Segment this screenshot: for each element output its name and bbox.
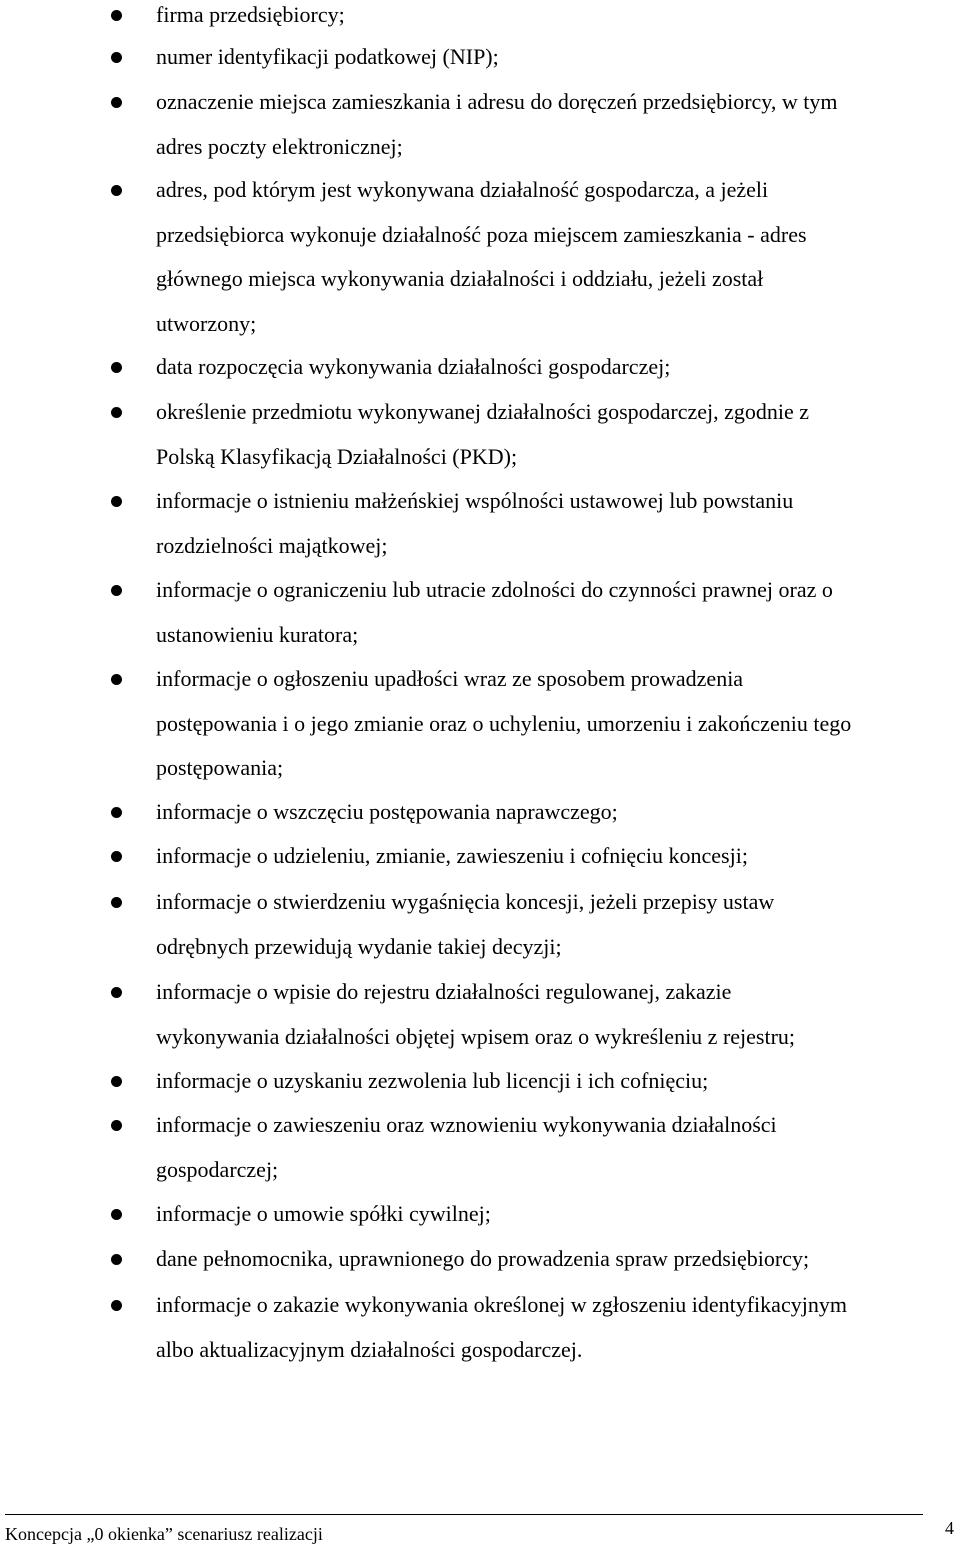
list-item-text-line: informacje o ogłoszeniu upadłości wraz ze sposobem prowadzenia bbox=[156, 666, 744, 691]
list-item-text-line: dane pełnomocnika, uprawnionego do prowadzenia spraw przedsiębiorcy; bbox=[156, 1246, 810, 1271]
list-item-text-line: numer identyfikacji podatkowej (NIP); bbox=[156, 44, 499, 69]
bullet-icon bbox=[111, 407, 122, 418]
bullet-icon bbox=[111, 1076, 122, 1087]
bullet-icon bbox=[111, 1120, 122, 1131]
bullet-icon bbox=[111, 585, 122, 596]
list-item-text-line: adres, pod którym jest wykonywana działalność gospodarcza, a jeżeli bbox=[156, 177, 769, 202]
footer-rule bbox=[5, 1514, 923, 1515]
bullet-icon bbox=[111, 1300, 122, 1311]
bullet-icon bbox=[111, 674, 122, 685]
list-item-text-line: postępowania i o jego zmianie oraz o uchyleniu, umorzeniu i zakończeniu tego bbox=[156, 711, 852, 736]
list-item-text-line: przedsiębiorca wykonuje działalność poza miejscem zamieszkania - adres bbox=[156, 222, 807, 247]
list-item-text-line: ustanowieniu kuratora; bbox=[156, 622, 359, 647]
list-item-text-line: informacje o umowie spółki cywilnej; bbox=[156, 1201, 491, 1226]
list-item-text-line: informacje o wszczęciu postępowania naprawczego; bbox=[156, 799, 618, 824]
list-item-text-line: określenie przedmiotu wykonywanej działalności gospodarczej, zgodnie z bbox=[156, 399, 810, 424]
list-item-text-line: utworzony; bbox=[156, 311, 257, 336]
bullet-icon bbox=[111, 52, 122, 63]
list-item-text-line: informacje o udzieleniu, zmianie, zawieszeniu i cofnięciu koncesji; bbox=[156, 843, 748, 868]
bullet-icon bbox=[111, 185, 122, 196]
list-item-text-line: albo aktualizacyjnym działalności gospodarczej. bbox=[156, 1337, 583, 1362]
footer-title: Koncepcja „0 okienka” scenariusz realizacji bbox=[5, 1524, 323, 1544]
list-item-text-line: informacje o istnieniu małżeńskiej wspólności ustawowej lub powstaniu bbox=[156, 488, 794, 513]
bullet-icon bbox=[111, 851, 122, 862]
page-number: 4 bbox=[945, 1518, 954, 1538]
bullet-icon bbox=[111, 987, 122, 998]
bullet-icon bbox=[111, 496, 122, 507]
list-item-text-line: informacje o wpisie do rejestru działalności regulowanej, zakazie bbox=[156, 979, 732, 1004]
list-item-text-line: informacje o uzyskaniu zezwolenia lub licencji i ich cofnięciu; bbox=[156, 1068, 709, 1093]
list-item-text-line: odrębnych przewidują wydanie takiej decyzji; bbox=[156, 934, 562, 959]
page-footer bbox=[0, 1514, 960, 1547]
bullet-icon bbox=[111, 1209, 122, 1220]
list-item-text-line: adres poczty elektronicznej; bbox=[156, 134, 403, 159]
list-item-text-line: informacje o zakazie wykonywania określonej w zgłoszeniu identyfikacyjnym bbox=[156, 1292, 847, 1317]
list-item-text-line: data rozpoczęcia wykonywania działalności gospodarczej; bbox=[156, 354, 671, 379]
list-item-text-line: głównego miejsca wykonywania działalności i oddziału, jeżeli został bbox=[156, 266, 764, 291]
list-item-text-line: informacje o ograniczeniu lub utracie zdolności do czynności prawnej oraz o bbox=[156, 577, 833, 602]
list-item-text-line: postępowania; bbox=[156, 755, 284, 780]
list-item-text-line: firma przedsiębiorcy; bbox=[156, 2, 345, 27]
bullet-icon bbox=[111, 897, 122, 908]
list-item-text-line: rozdzielności majątkowej; bbox=[156, 533, 388, 558]
list-item-text-line: informacje o zawieszeniu oraz wznowieniu wykonywania działalności bbox=[156, 1112, 777, 1137]
list-item-text-line: Polską Klasyfikacją Działalności (PKD); bbox=[156, 444, 518, 469]
bullet-icon bbox=[111, 362, 122, 373]
bullet-icon bbox=[111, 97, 122, 108]
bullet-icon bbox=[111, 1254, 122, 1265]
list-item-text-line: informacje o stwierdzeniu wygaśnięcia koncesji, jeżeli przepisy ustaw bbox=[156, 889, 775, 914]
list-item-text-line: oznaczenie miejsca zamieszkania i adresu do doręczeń przedsiębiorcy, w tym bbox=[156, 89, 838, 114]
bullet-icon bbox=[111, 807, 122, 818]
bullet-icon bbox=[111, 10, 122, 21]
list-item-text-line: wykonywania działalności objętej wpisem oraz o wykreśleniu z rejestru; bbox=[156, 1024, 796, 1049]
list-item-text-line: gospodarczej; bbox=[156, 1157, 279, 1182]
